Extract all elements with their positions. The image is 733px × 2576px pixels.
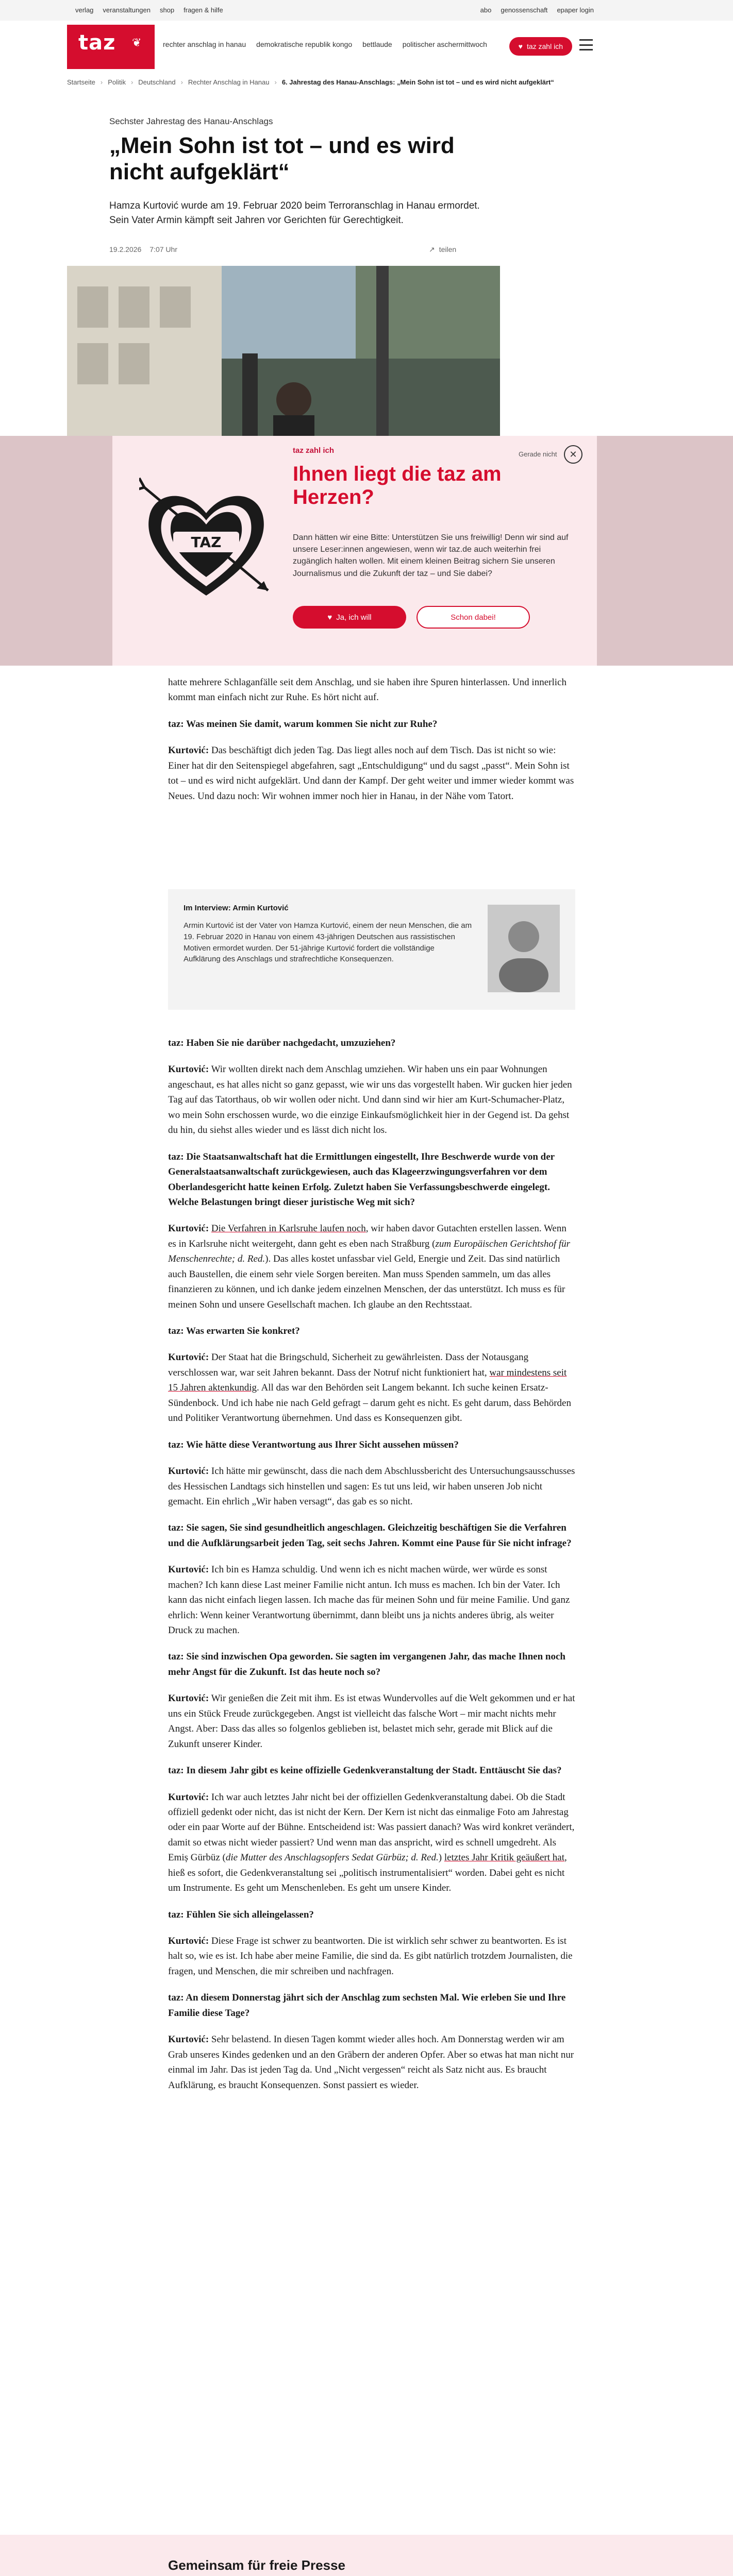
infobox-text: Armin Kurtović ist der Vater von Hamza Kurtović, einem der neun Menschen, die am 19. Februar 2020 in Hanau von einem 43-jährigen Deutschen aus rassistischen Motiven ermordet wurden. Der 51-jährige Kurtović fordert die vollständige Aufklärung des Anschlags und strafrechtliche Konsequenzen. xyxy=(184,921,472,964)
interview-answer: Kurtović: Ich war auch letztes Jahr nicht bei der offiziellen Gedenkveranstaltung dabei. Ob die Stadt offiziell gedenkt oder nicht, das ist nicht der Kern. Der Kern ist nicht das einmalige Foto am Jahrestag oder ein paar Worte auf der Bühne. Entscheidend ist: Was passiert danach? Was wird konkret verändert, damit so etwas nicht wieder passiert? Und wenn man das anspricht, wird es schnell umgedreht. Als Emiș Gürbüz (die Mutter des Anschlagsopfers Sedat Gürbüz; d. Red.) letztes Jahr Kritik geäußert hat, hieß es sofort, die Gedenkveranstaltung sei „politisch instrumentalisiert“ worden. Dabei geht es nicht um Instrumente. Es geht um Menschenleben. Es geht um unsere Kinder. xyxy=(168,1791,575,1894)
heart-icon: ♥ xyxy=(327,613,332,622)
interview-answer: Kurtović: Der Staat hat die Bringschuld, Sicherheit zu gewährleisten. Dass der Notausgang verschlossen war, war seit Jahren bekannt. Dass der Notruf nicht funktioniert hat, war mindestens seit 15 Jahren aktenkundig. All das war den Behörden seit Langem bekannt. Ich suche keinen Ersatz-Sündenbock. Und ich habe nie nach Geld gefragt – darum geht es nicht. Es geht darum, dass Behörden und Politiker Verantwortung übernehmen. Und dass es Konsequenzen gibt. xyxy=(168,1352,571,1424)
top-nav xyxy=(163,40,487,48)
breadcrumb-item[interactable]: Startseite xyxy=(67,78,95,86)
heart-icon: ♥ xyxy=(518,42,523,50)
overlay-text: Dann hätten wir eine Bitte: Unterstützen Sie uns freiwillig! Denn wir sind auf unsere Leser:innen angewiesen, wenn wir taz.de auch weiterhin frei zugänglich halten wollen. Mit einem kleinen Beitrag sichern Sie unseren Journalismus und die Zukunft der taz – und Sie dabei? xyxy=(293,533,569,578)
interview-question: taz: Sie sind inzwischen Opa geworden. Sie sagten im vergangenen Jahr, das mache Ihnen noch mehr Angst für die Zukunft. Ist das heute noch so? xyxy=(168,1651,565,1677)
donate-label: taz zahl ich xyxy=(526,42,563,50)
article-date: 19.2.2026 xyxy=(109,245,142,253)
article-headline: „Mein Sohn ist tot – und es wird nicht aufgeklärt“ xyxy=(109,133,455,184)
paw-icon: ❦ xyxy=(132,36,142,49)
article-meta xyxy=(109,245,501,253)
overlay-yes-label: Ja, ich will xyxy=(336,613,372,622)
donate-button[interactable] xyxy=(509,37,572,56)
free-press-section xyxy=(0,2535,733,2576)
interview-question: taz: Wie hätte diese Verantwortung aus Ihrer Sicht aussehen müssen? xyxy=(168,1439,459,1450)
nav-item-aschermittwoch[interactable]: politischer aschermittwoch xyxy=(402,40,487,48)
interview-answer: Kurtović: Ich bin es Hamza schuldig. Und wenn ich es nicht machen würde, wer würde es sonst machen? Ich kann diese Last meiner Familie nicht antun. Ich muss es machen. Ich bin der Vater. Ich kann das nicht einfach liegen lassen. Ich mache das für meinen Sohn und für meine Familie. Und ganz ehrlich: Wenn keiner Verantwortung übernimmt, dann bleibt uns ja nichts anderes übrig, als weiter Druck zu machen. xyxy=(168,1564,570,1636)
logo-text: taz xyxy=(78,31,116,55)
interview-answer: Kurtović: Ich hätte mir gewünscht, dass die nach dem Abschlussbericht des Untersuchungsausschusses des Hessischen Landtags sich hinstellen und sagen: Es tut uns leid, wir haben unseren Job nicht gemacht. Ein ehrlich „Wir haben versagt“, das gab es so nicht. xyxy=(168,1466,575,1507)
interview-question: taz: Was meinen Sie damit, warum kommen Sie nicht zur Ruhe? xyxy=(168,718,438,730)
interview-question: taz: Sie sagen, Sie sind gesundheitlich angeschlagen. Gleichzeitig beschäftigen Sie die Verfahren und die Aufklärungsarbeit jeden Tag, seit sechs Jahren. Kommt eine Pause für Sie nicht infrage? xyxy=(168,1522,572,1549)
taz-logo[interactable] xyxy=(67,25,155,69)
overlay-yes-button[interactable] xyxy=(293,606,406,629)
svg-text:TAZ: TAZ xyxy=(191,534,222,551)
overlay-heading: Ihnen liegt die taz am Herzen? xyxy=(293,463,502,509)
breadcrumb-current: 6. Jahrestag des Hanau-Anschlags: „Mein Sohn ist tot – und es wird nicht aufgeklärt“ xyxy=(281,78,554,86)
infobox-title: Im Interview: Armin Kurtović xyxy=(184,904,289,912)
photo-illustration xyxy=(67,266,500,441)
portrait-image xyxy=(488,905,560,992)
interview-question: taz: An diesem Donnerstag jährt sich der Anschlag zum sechsten Mal. Wie erleben Sie und Ihre Familie diese Tage? xyxy=(168,1992,566,2019)
interview-question: taz: Die Staatsanwaltschaft hat die Ermittlungen eingestellt, Ihre Beschwerde wurde von der Generalstaatsanwaltschaft zurückgewiesen, auch das Klageerzwingungsverfahren vor dem Oberlandesgericht hatte keinen Erfolg. Zuletzt haben Sie Verfassungsbeschwerde eingelegt. Welche Belastungen bringt dieser juristische Weg mit sich? xyxy=(168,1151,555,1208)
meta-link-epaper[interactable]: epaper login xyxy=(557,6,594,14)
breadcrumb-item[interactable]: Politik xyxy=(108,78,126,86)
overlay-not-now-link[interactable]: Gerade nicht xyxy=(519,450,557,458)
interviewee-infobox xyxy=(168,889,575,1010)
meta-link-help[interactable]: fragen & hilfe xyxy=(184,6,223,14)
interview-answer: Kurtović: Diese Frage ist schwer zu beantworten. Die ist wirklich sehr schwer zu beantworten. Es ist halt so, wie es ist. Ich habe aber meine Familie, die sind da. Es gibt natürlich trotzdem Journalisten, die fragen, und Menschen, die mir schreiben und nachfragen. xyxy=(168,1936,573,1977)
interview-answer: Kurtović: Die Verfahren in Karlsruhe laufen noch, wir haben davor Gutachten erstellen lassen. Wenn es in Karlsruhe nicht weitergeht, dann geht es eben nach Straßburg (zum Europäischen Gerichtshof für Menschenrechte; d. Red.). Das alles kostet unfassbar viel Geld, Energie und Zeit. Das sind natürlich auch Baustellen, die einem sehr viele Sorgen bereiten. Man muss Spenden sammeln, um das alles finanzieren zu können, und ich danke jedem einzelnen Menschen, der das unterstützt. Ich muss es für meinen Sohn und unsere Gesellschaft machen. Ich glaube an den Rechtsstaat. xyxy=(168,1223,571,1310)
heart-logo-icon xyxy=(139,467,273,616)
article-kicker: Sechster Jahrestag des Hanau-Anschlags xyxy=(109,116,273,126)
share-icon: ↗ xyxy=(429,245,435,253)
interview-question: taz: Fühlen Sie sich alleingelassen? xyxy=(168,1909,314,1920)
close-icon[interactable]: ✕ xyxy=(564,445,582,464)
article-link[interactable]: Die Verfahren in Karlsruhe laufen noch xyxy=(211,1223,366,1234)
breadcrumb-item[interactable]: Deutschland xyxy=(138,78,176,86)
interview-answer: Kurtović: Wir genießen die Zeit mit ihm. Es ist etwas Wundervolles auf die Welt gekommen und er hat uns ein Stück Freude zurückgegeben. Angst ist vielleicht das falsche Wort – mir macht nichts mehr Angst. Aber: Dass das alles so folgenlos geblieben ist, belastet mich sehr, gerade mit Blick auf die Zukunft unserer Kinder. xyxy=(168,1693,575,1750)
article-body-2 xyxy=(168,1036,575,2093)
article-link[interactable]: war mindestens seit 15 Jahren aktenkundig xyxy=(168,1367,567,1394)
site-header xyxy=(67,25,598,69)
nav-item-bettlaude[interactable]: bettlaude xyxy=(362,40,392,48)
nav-item-kongo[interactable]: demokratische republik kongo xyxy=(256,40,353,48)
interview-question: taz: Haben Sie nie darüber nachgedacht, umzuziehen? xyxy=(168,1038,396,1048)
breadcrumb-item[interactable]: Rechter Anschlag in Hanau xyxy=(188,78,270,86)
interview-answer: Kurtović: Das beschäftigt dich jeden Tag. Das liegt alles noch auf dem Tisch. Das ist nicht so wie: Einer hat dir den Seitenspiegel abgefahren, sagt „Entschuldigung“ und du sagst „passt“. Mein Sohn ist tot – und es wird nicht aufgeklärt. Und dann der Kampf. Der geht weiter und immer wieder kommt was Neues. Und dazu noch: Wir wohnen immer noch hier in Hanau, in der Nähe vom Tatort. xyxy=(168,745,574,802)
donation-overlay xyxy=(112,436,597,666)
interview-question: taz: In diesem Jahr gibt es keine offizielle Gedenkveranstaltung der Stadt. Enttäuscht Sie das? xyxy=(168,1765,562,1776)
interview-answer: Kurtović: Sehr belastend. In diesen Tagen kommt wieder alles hoch. Am Donnerstag werden wir am Grab unseres Kindes gedenken und an den Gräbern der anderen Opfer. Aber so etwas hat man nicht nur einmal im Jahr. Das ist jeden Tag da. Und „Nicht vergessen“ reicht als Satz nicht aus. Es braucht Aufklärung, es braucht Konsequenzen. Sonst passiert es wieder. xyxy=(168,2034,574,2091)
article-photo xyxy=(67,266,500,441)
meta-link-verlag[interactable]: verlag xyxy=(75,6,94,14)
meta-link-shop[interactable]: shop xyxy=(159,6,175,14)
free-press-title: Gemeinsam für freie Presse xyxy=(168,2557,345,2573)
menu-icon[interactable] xyxy=(579,39,593,50)
share-link[interactable] xyxy=(429,245,456,254)
body-paragraph: hatte mehrere Schlaganfälle seit dem Anschlag, und sie haben ihre Spuren hinterlassen. Und innerlich kommt man einfach nicht zur Ruhe. Es hört nicht auf. xyxy=(168,677,567,703)
overlay-kicker: taz zahl ich xyxy=(293,446,335,455)
meta-link-abo[interactable]: abo xyxy=(480,6,492,14)
article-body-1 xyxy=(168,675,575,804)
meta-link-genossenschaft[interactable]: genossenschaft xyxy=(501,6,548,14)
interview-answer: Kurtović: Wir wollten direkt nach dem Anschlag umziehen. Wir haben uns ein paar Wohnungen angeschaut, es hat alles nicht so ganz gepasst, wie wir uns das vorgestellt haben. Wir gucken hier jeden Tag auf das Tatorthaus, ob wir wollen oder nicht. Und dann sind wir hier am Kurt-Schumacher-Platz, wo mein Sohn erschossen wurde, wo die einzige Einkaufsmöglichkeit hier in der Gegend ist. Da gehst du hin, du siehst alles wieder und es lässt dich nicht los. xyxy=(168,1064,572,1136)
article-link[interactable]: letztes Jahr Kritik geäußert hat xyxy=(444,1852,564,1863)
article-lead: Hamza Kurtović wurde am 19. Februar 2020 beim Terroranschlag in Hanau ermordet. Sein Vater Armin kämpft seit Jahren vor Gerichten für Gerechtigkeit. xyxy=(109,200,480,226)
overlay-already-button[interactable]: Schon dabei! xyxy=(417,606,530,629)
interview-question: taz: Was erwarten Sie konkret? xyxy=(168,1326,300,1336)
nav-item-hanau[interactable]: rechter anschlag in hanau xyxy=(163,40,246,48)
breadcrumb: Startseite › Politik › Deutschland › Rechter Anschlag in Hanau › 6. Jahrestag des Hanau-Anschlags: „Mein Sohn ist tot – und es wird nicht aufgeklärt“ xyxy=(67,78,554,86)
article-time: 7:07 Uhr xyxy=(149,245,177,253)
share-label: teilen xyxy=(439,245,457,253)
meta-link-veranstaltungen[interactable]: veranstaltungen xyxy=(103,6,151,14)
meta-bar xyxy=(0,0,733,21)
